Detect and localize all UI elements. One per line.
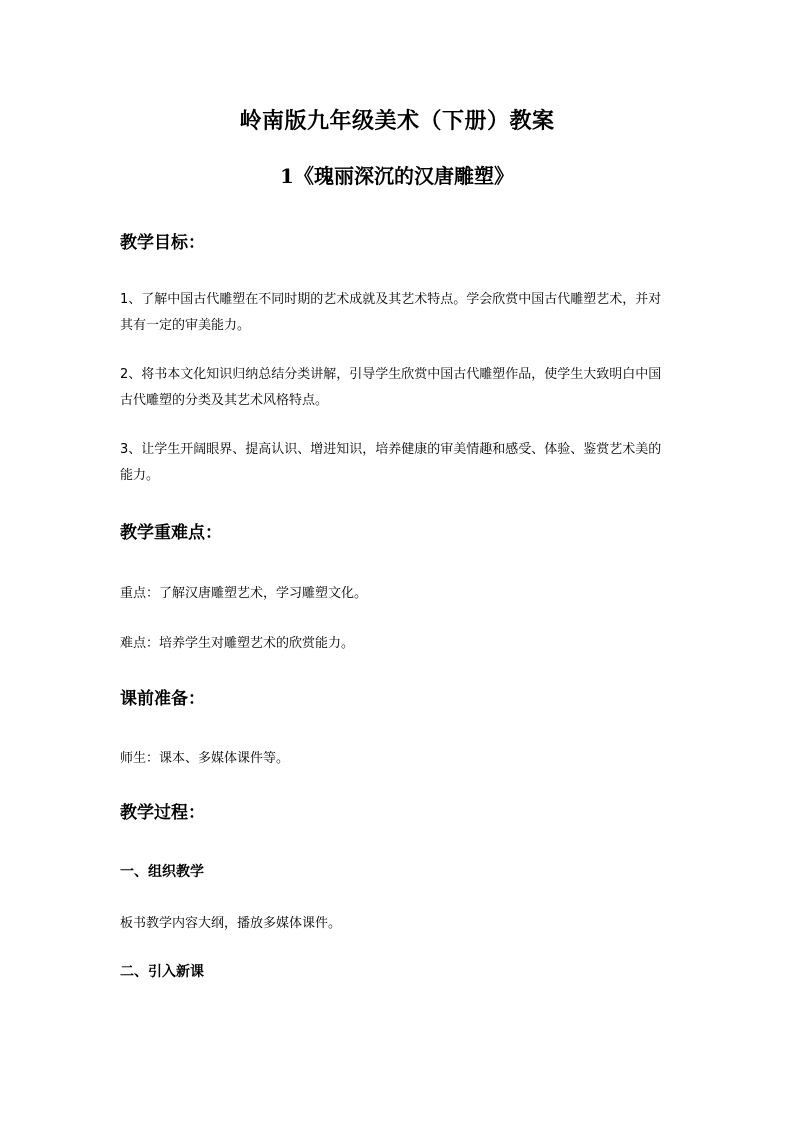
preparation-heading: 课前准备： — [120, 689, 205, 709]
objective-item-2: 2、将书本文化知识归纳总结分类讲解，引导学生欣赏中国古代雕塑作品，使学生大致明白中国古代雕塑的分类及其艺术风格特点。 — [120, 367, 662, 408]
step1-text: 板书教学内容大纲，播放多媒体课件。 — [120, 916, 342, 931]
preparation-text: 师生：课本、多媒体课件等。 — [120, 751, 290, 766]
lesson-title: 1《瑰丽深沉的汉唐雕塑》 — [280, 164, 514, 188]
document-title: 岭南版九年级美术（下册）教案 — [239, 109, 555, 134]
key-points-heading: 教学重难点： — [120, 523, 222, 543]
objective-item-3: 3、让学生开阔眼界、提高认识、增进知识，培养健康的审美情趣和感受、体验、鉴赏艺术美的能力。 — [120, 442, 662, 483]
difficulty-point: 难点：培养学生对雕塑艺术的欣赏能力。 — [120, 636, 355, 651]
objectives-heading: 教学目标： — [120, 233, 205, 253]
step1-heading: 一、组织教学 — [120, 864, 204, 880]
objective-item-1: 1、了解中国古代雕塑在不同时期的艺术成就及其艺术特点。学会欣赏中国古代雕塑艺术，并对其有一定的审美能力。 — [120, 292, 662, 333]
process-heading: 教学过程： — [120, 803, 205, 823]
focus-point: 重点：了解汉唐雕塑艺术，学习雕塑文化。 — [120, 586, 368, 601]
step2-heading: 二、引入新课 — [120, 964, 204, 980]
